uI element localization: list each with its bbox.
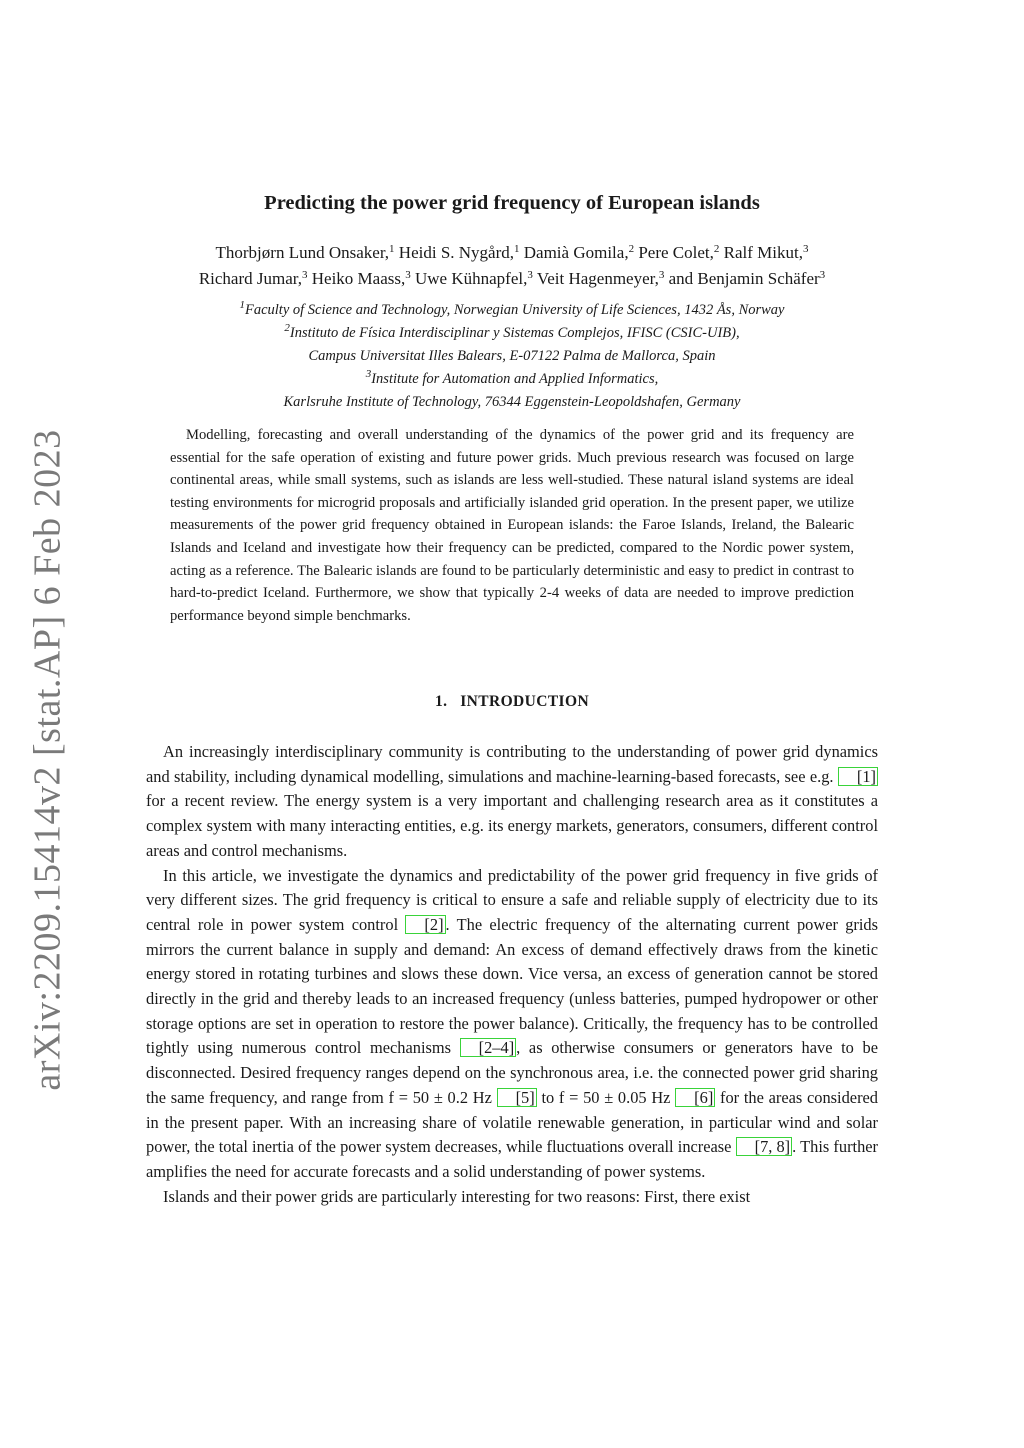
author: Richard Jumar,$^3$ (198, 269, 308, 288)
paragraph: Islands and their power grids are particularly interesting for two reasons: First, there exist (163, 1186, 751, 1206)
citation-link[interactable]: [7, 8] (736, 1137, 793, 1156)
section-heading: 1. INTRODUCTION (434, 693, 590, 710)
author-list (140, 240, 884, 292)
affiliations (140, 299, 884, 414)
author: and Benjamin Schäfer$^3$ (668, 269, 826, 288)
paragraph: In this article, we investigate the dynamics and predictability of the power grid frequency in five grids of very different sizes. The grid frequency is critical to ensure a safe and reliable supply of electricity due to its central role in power system control [2] . The electric frequency of the alternating current power grids mirrors the current balance in supply and demand: An excess of demand effectively draws from the kinetic energy stored in rotating turbines and slows these down. Vice versa, an excess of generation cannot be stored directly in the grid and thereby leads to an increased frequency (unless batteries, pumped hydropower or other storage options are set in operation to restore the power balance). Critically, the frequency has to be controlled tightly using numerous control mechanisms [2–4] , as otherwise consumers or generators have to be disconnected. Desired frequency ranges depend on the synchronous area, i.e. the connected power grid sharing the same frequency, and range from f = 50 ± 0.2 Hz [5] to f = 50 ± 0.05 Hz [6] for the areas considered in the present paper. With an increasing share of volatile renewable generation, in particular wind and solar power, the total inertia of the power system decreases, while fluctuations overall increase [7, 8] . This further amplifies the need for accurate forecasts and a solid understanding of power systems. (146, 865, 879, 1181)
citation-link[interactable]: [1] (838, 767, 878, 786)
author: Veit Hagenmeyer,$^3$ (536, 269, 665, 288)
affiliation-2-address: Campus Universitat Illes Balears, E-07122 Palma de Mallorca, Spain (308, 348, 716, 364)
author: Damià Gomila,$^2$ (523, 243, 635, 262)
paragraph: An increasingly interdisciplinary community is contributing to the understanding of power grid dynamics and stability, including dynamical modelling, simulations and machine-learning-based forecasts, see e.g. [1] for a recent review. The energy system is a very important and challenging research area as it constitutes a complex system with many interacting entities, e.g. its energy markets, generators, consumers, different control areas and control mechanisms. (146, 742, 878, 860)
affiliation-1: $^1$Faculty of Science and Technology, Norwegian University of Life Sciences, 1432 Ås, Norway (239, 299, 785, 318)
math-expression: f = 50 ± 0.2 (388, 1087, 469, 1107)
body-text (146, 740, 878, 1209)
arxiv-identifier (18, 429, 78, 1091)
citation-link[interactable]: [6] (675, 1088, 715, 1107)
affiliation-3: $^3$Institute for Automation and Applied Informatics, (365, 368, 659, 387)
math-expression: f = 50 ± 0.05 (558, 1087, 647, 1107)
author: Thorbjørn Lund Onsaker,$^1$ (215, 243, 395, 262)
affiliation-3-address: Karlsruhe Institute of Technology, 76344 Eggenstein-Leopoldshafen, Germany (283, 394, 741, 410)
citation-link[interactable]: [2–4] (460, 1038, 517, 1057)
citation-link[interactable]: [2] (405, 915, 445, 934)
author: Heiko Maass,$^3$ (311, 269, 411, 288)
paper-title: Predicting the power grid frequency of European islands (264, 192, 760, 214)
author: Ralf Mikut,$^3$ (723, 243, 809, 262)
author: Pere Colet,$^2$ (638, 243, 720, 262)
author: Heidi S. Nygård,$^1$ (398, 243, 520, 262)
affiliation-2: $^2$Instituto de Física Interdisciplinar y Sistemas Complejos, IFISC (CSIC-UIB), (284, 322, 740, 341)
author: Uwe Kühnapfel,$^3$ (415, 269, 533, 288)
abstract: Modelling, forecasting and overall understanding of the dynamics of the power grid and its frequency are essential for the safe operation of existing and future power grids. Much previous research was focused on large continental areas, while small systems, such as islands are less well-studied. These natural island systems are ideal testing environments for microgrid proposals and artificially islanded grid operation. In the present paper, we utilize measurements of the power grid frequency obtained in European islands: the Faroe Islands, Ireland, the Balearic Islands and Iceland and investigate how their frequency can be predicted, compared to the Nordic power system, acting as a reference. The Balearic islands are found to be particularly deterministic and easy to predict in contrast to hard-to-predict Iceland. Furthermore, we show that typically 2-4 weeks of data are needed to improve prediction performance beyond simple benchmarks. (170, 427, 854, 624)
arxiv-identifier-text: arXiv:2209.15414v2 [stat.AP] 6 Feb 2023 (27, 429, 70, 1091)
citation-link[interactable]: [5] (497, 1088, 537, 1107)
